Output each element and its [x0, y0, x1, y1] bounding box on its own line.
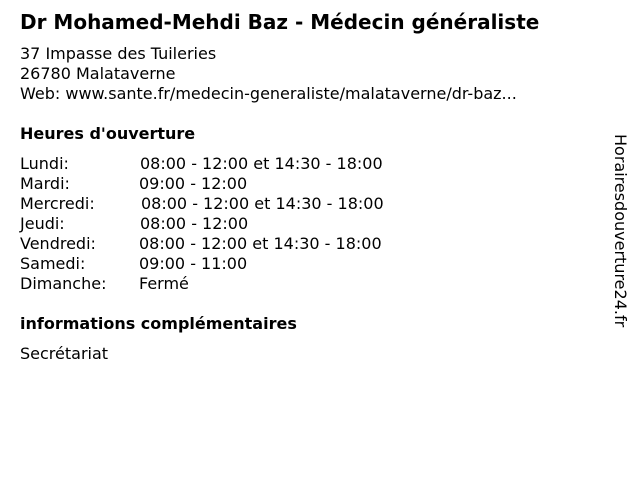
opening-hours-heading: Heures d'ouverture [20, 124, 196, 143]
day-label: Lundi: [20, 154, 69, 173]
time-range: 09:00 - 11:00 [139, 254, 248, 273]
time-range: 08:00 - 12:00 et 14:30 - 18:00 [139, 234, 382, 253]
address-street: 37 Impasse des Tuileries [20, 44, 217, 63]
time-range: 09:00 - 12:00 [139, 174, 248, 193]
address-block [20, 44, 517, 104]
day-label: Jeudi: [20, 214, 65, 233]
day-label: Samedi: [20, 254, 86, 273]
website-line: Web: www.sante.fr/medecin-generaliste/malataverne/dr-baz... [20, 84, 517, 103]
time-range: 08:00 - 12:00 et 14:30 - 18:00 [140, 154, 383, 173]
day-label: Mardi: [20, 174, 70, 193]
day-label: Dimanche: [20, 274, 107, 293]
additional-info-heading: informations complémentaires [20, 314, 297, 333]
day-label: Mercredi: [20, 194, 95, 213]
site-watermark: Horairesdouverture24.fr [611, 134, 630, 328]
time-range: 08:00 - 12:00 [140, 214, 249, 233]
address-city: 26780 Malataverne [20, 64, 176, 83]
additional-info-text: Secrétariat [20, 344, 109, 363]
page-title: Dr Mohamed-Mehdi Baz - Médecin généraliste [20, 10, 540, 34]
time-range: Fermé [139, 274, 189, 293]
time-range: 08:00 - 12:00 et 14:30 - 18:00 [141, 194, 384, 213]
day-label: Vendredi: [20, 234, 96, 253]
